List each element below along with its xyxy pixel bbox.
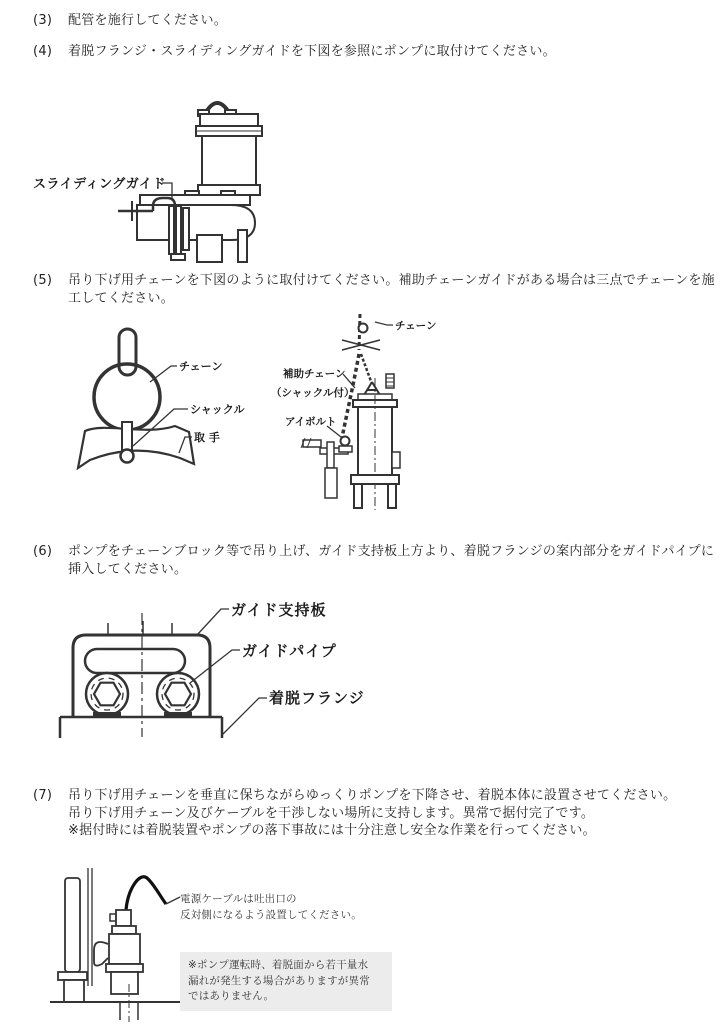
handle-label: 取 手	[194, 431, 220, 444]
step-7-line-3: ※据付時には着脱装置やポンプの落下事故には十分注意し安全な作業を行ってください。	[68, 823, 596, 838]
flange-label: 着脱フランジ	[269, 689, 365, 707]
figure-guide-plate	[55, 595, 400, 750]
chain-handle-drawing	[78, 329, 194, 468]
aux-chain-label: 補助チェーン	[283, 368, 346, 380]
step-6-number: (6)	[33, 544, 53, 559]
step-7-line-1: 吊り下げ用チェーンを垂直に保ちながらゆっくりポンプを下降させ、着脱本体に設置させてください。	[68, 788, 677, 803]
guide-plate-leader	[197, 609, 229, 635]
step-6-text: ポンプをチェーンブロック等で吊り上げ、ガイド支持板上方より、着脱フランジの案内部分をガイドパイプに挿入してください。	[68, 544, 715, 577]
eyebolt-label: アイボルト	[285, 416, 337, 428]
chain-leader	[150, 366, 177, 382]
discharge-pipe-drawing	[65, 878, 80, 972]
flange-plate-drawing	[60, 717, 222, 738]
leak-note-line-2: 漏れが発生する場合がありますが異常	[188, 974, 370, 987]
aux-chain-sub-label: （シャックル付）	[271, 387, 355, 399]
leak-note-line-3: ではありません。	[188, 990, 275, 1002]
cable-note	[180, 891, 362, 923]
step-3	[33, 12, 718, 30]
step-3-text: 配管を施行してください。	[68, 13, 228, 28]
step-3-number: (3)	[33, 13, 53, 28]
guide-plate-label: ガイド支持板	[231, 601, 327, 619]
step-7	[33, 787, 718, 840]
step-7-number: (7)	[33, 788, 53, 803]
shackle-label: シャックル	[190, 403, 245, 416]
figure-chain-shackle-handle	[75, 325, 275, 495]
cable-note-line-2: 反対側になるよう設置してください。	[180, 909, 362, 921]
figure-pump-sliding-guide	[25, 88, 275, 268]
cable-note-line-1: 電源ケーブルは吐出口の	[180, 893, 297, 905]
step-5-text: 吊り下げ用チェーンを下図のように取付けてください。補助チェーンガイドがある場合は三点でチェーンを施工してください。	[68, 273, 715, 306]
chain-label: チェーン	[179, 360, 223, 373]
step-4-number: (4)	[33, 44, 53, 59]
guide-pipe-leader	[190, 650, 240, 683]
leak-note-box	[180, 952, 392, 1011]
power-cable-drawing	[126, 877, 166, 910]
eyebolt-part	[341, 437, 350, 446]
step-4	[33, 43, 718, 61]
step-4-text: 着脱フランジ・スライディングガイドを下図を参照にポンプに取付けてください。	[68, 44, 556, 59]
step-6	[33, 543, 718, 578]
step-5-number: (5)	[33, 273, 53, 288]
figure-pump-chain	[271, 312, 465, 515]
step-7-text	[68, 787, 718, 840]
chain-label: チェーン	[395, 320, 437, 332]
step-5	[33, 272, 718, 307]
chain-leader	[375, 322, 393, 325]
pump-drawing	[94, 910, 143, 994]
sliding-guide-label: スライディングガイド	[33, 177, 166, 192]
guide-plate-drawing	[60, 613, 222, 738]
leak-note-line-1: ※ポンプ運転時、着脱面から若干量水	[188, 959, 369, 971]
guide-pipe-label: ガイドパイプ	[242, 642, 337, 660]
step-7-line-2: 吊り下げ用チェーン及びケーブルを干渉しない場所に支持します。異常で据付完了です。	[68, 805, 595, 821]
flange-leader	[222, 698, 267, 735]
